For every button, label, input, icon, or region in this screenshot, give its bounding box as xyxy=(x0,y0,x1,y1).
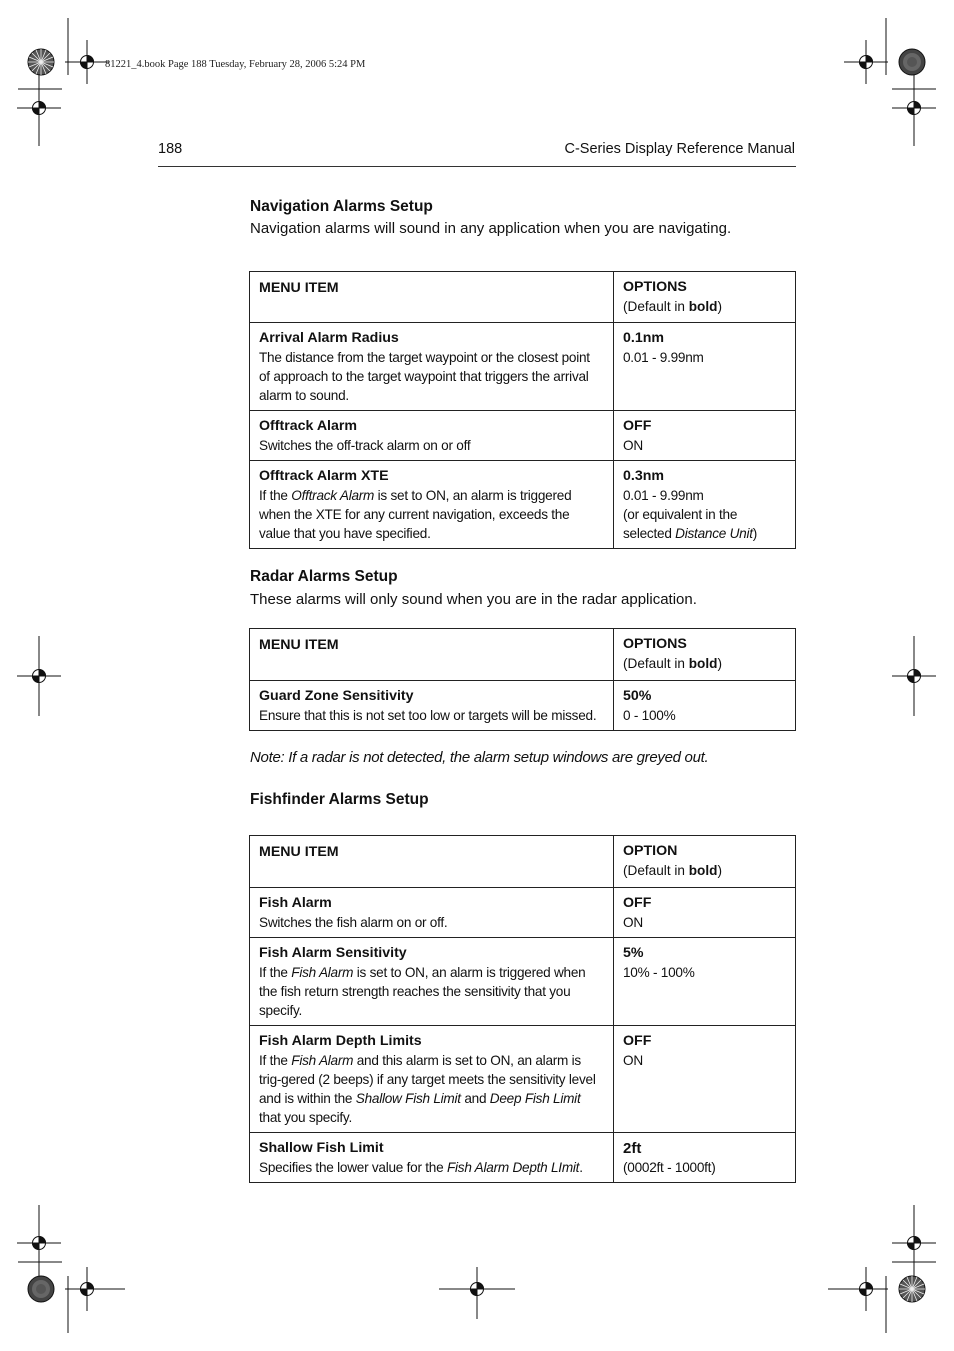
range-note-emphasis: Distance Unit xyxy=(675,526,753,541)
value-range-note: (or equivalent in the xyxy=(623,507,738,522)
menu-item-cell xyxy=(250,681,614,731)
menu-item-description: Ensure that this is not set too low or targets will be missed. xyxy=(259,708,597,723)
default-note xyxy=(623,654,786,673)
table-row xyxy=(250,1026,796,1133)
menu-item-description xyxy=(259,1051,604,1127)
default-note-suffix: ) xyxy=(717,656,722,671)
menu-item-name: Shallow Fish Limit xyxy=(259,1140,384,1156)
desc-emphasis: Deep Fish Limit xyxy=(489,1091,581,1106)
default-value: 50% xyxy=(623,688,652,704)
desc-emphasis: Fish Alarm xyxy=(291,1053,354,1068)
table-row xyxy=(250,411,796,461)
print-info-line: 81221_4.book Page 188 Tuesday, February 28, 2006 5:24 PM xyxy=(105,59,366,70)
navigation-section-title: Navigation Alarms Setup xyxy=(250,198,433,215)
menu-item-header: MENU ITEM xyxy=(259,844,339,860)
option-header: OPTION xyxy=(623,843,678,859)
menu-item-name: Fish Alarm xyxy=(259,895,332,911)
radar-section-title: Radar Alarms Setup xyxy=(250,568,398,585)
options-cell xyxy=(614,1026,796,1133)
menu-item-header: MENU ITEM xyxy=(259,280,339,296)
default-value: 0.3nm xyxy=(623,468,665,484)
value-range: ON xyxy=(623,915,643,930)
radar-section-intro: These alarms will only sound when you are in the radar application. xyxy=(250,591,697,608)
default-note xyxy=(623,297,786,316)
menu-item-name: Arrival Alarm Radius xyxy=(259,330,399,346)
navigation-section-intro: Navigation alarms will sound in any application when you are navigating. xyxy=(250,220,732,237)
default-note xyxy=(623,861,786,880)
desc-text: and this alarm is set to ON, an alarm is trig-gered (2 beeps) if any target meets the sensitivity level and is within the xyxy=(259,1053,596,1106)
options-cell xyxy=(614,323,796,411)
range-note-text: selected xyxy=(623,526,676,541)
desc-text: that you specify. xyxy=(259,1110,352,1125)
menu-item-description: Switches the fish alarm on or off. xyxy=(259,915,448,930)
menu-item-name: Fish Alarm Sensitivity xyxy=(259,945,407,961)
options-cell xyxy=(614,461,796,549)
table-row xyxy=(250,938,796,1026)
menu-item-cell xyxy=(250,888,614,938)
table-header-row xyxy=(250,836,796,888)
menu-item-header-cell xyxy=(250,272,614,323)
header-divider xyxy=(158,166,796,167)
desc-text: If the xyxy=(259,1053,292,1068)
default-note-bold: bold xyxy=(688,863,718,878)
options-header: OPTIONS xyxy=(623,636,687,652)
options-header: OPTIONS xyxy=(623,279,687,295)
menu-item-cell xyxy=(250,461,614,549)
default-note-bold: bold xyxy=(688,299,718,314)
default-note-prefix: (Default in xyxy=(623,299,689,314)
table-header-row xyxy=(250,272,796,323)
options-cell xyxy=(614,1133,796,1183)
manual-title: C-Series Display Reference Manual xyxy=(564,141,795,157)
value-range-note xyxy=(623,524,786,543)
menu-item-name: Offtrack Alarm xyxy=(259,418,358,434)
table-row xyxy=(250,323,796,411)
default-value: OFF xyxy=(623,418,652,434)
options-header-cell xyxy=(614,272,796,323)
menu-item-cell xyxy=(250,1026,614,1133)
table-row xyxy=(250,461,796,549)
menu-item-cell xyxy=(250,411,614,461)
menu-item-cell xyxy=(250,938,614,1026)
radar-alarms-table xyxy=(249,628,796,731)
menu-item-description xyxy=(259,1158,604,1177)
menu-item-header: MENU ITEM xyxy=(259,637,339,653)
menu-item-cell xyxy=(250,323,614,411)
value-range: 10% - 100% xyxy=(623,965,695,980)
default-value: 5% xyxy=(623,945,644,961)
menu-item-description: Switches the off-track alarm on or off xyxy=(259,438,471,453)
default-note-suffix: ) xyxy=(717,299,722,314)
menu-item-name: Fish Alarm Depth Limits xyxy=(259,1033,422,1049)
menu-item-description: The distance from the target waypoint or the closest point of approach to the target waypoint that triggers the arrival alarm to sound. xyxy=(259,350,590,403)
table-header-row xyxy=(250,629,796,681)
desc-text: Specifies the lower value for the xyxy=(259,1160,447,1175)
value-range: ON xyxy=(623,438,643,453)
menu-item-header-cell xyxy=(250,836,614,888)
desc-text: If the xyxy=(259,965,292,980)
menu-item-name: Offtrack Alarm XTE xyxy=(259,468,389,484)
value-range: 0.01 - 9.99nm xyxy=(623,350,704,365)
desc-emphasis: Shallow Fish Limit xyxy=(355,1091,461,1106)
default-value: OFF xyxy=(623,895,652,911)
options-cell xyxy=(614,681,796,731)
default-note-prefix: (Default in xyxy=(623,863,689,878)
fishfinder-section-title: Fishfinder Alarms Setup xyxy=(250,791,429,808)
options-cell xyxy=(614,411,796,461)
desc-text: and xyxy=(460,1091,490,1106)
value-range: (0002ft - 1000ft) xyxy=(623,1160,716,1175)
value-range: 0 - 100% xyxy=(623,708,676,723)
menu-item-header-cell xyxy=(250,629,614,681)
options-header-cell xyxy=(614,629,796,681)
default-value: OFF xyxy=(623,1033,652,1049)
fishfinder-alarms-table xyxy=(249,835,796,1183)
table-row xyxy=(250,681,796,731)
table-row xyxy=(250,1133,796,1183)
menu-item-description xyxy=(259,486,604,543)
page-number: 188 xyxy=(158,141,183,157)
radar-note: Note: If a radar is not detected, the alarm setup windows are greyed out. xyxy=(250,749,709,766)
table-row xyxy=(250,888,796,938)
menu-item-name: Guard Zone Sensitivity xyxy=(259,688,414,704)
desc-emphasis: Fish Alarm xyxy=(291,965,354,980)
default-value: 0.1nm xyxy=(623,330,665,346)
menu-item-description xyxy=(259,963,604,1020)
desc-text: . xyxy=(579,1160,583,1175)
desc-emphasis: Fish Alarm Depth LImit xyxy=(446,1160,580,1175)
options-cell xyxy=(614,888,796,938)
desc-text: is set to ON, an alarm is triggered when the fish return strength reaches the sensitivity that you specify. xyxy=(259,965,586,1018)
default-note-suffix: ) xyxy=(717,863,722,878)
value-range: ON xyxy=(623,1053,643,1068)
desc-emphasis: Offtrack Alarm xyxy=(291,488,375,503)
value-range: 0.01 - 9.99nm xyxy=(623,488,704,503)
desc-text: If the xyxy=(259,488,292,503)
default-value: 2ft xyxy=(623,1140,642,1157)
options-cell xyxy=(614,938,796,1026)
range-note-text: ) xyxy=(752,526,758,541)
menu-item-cell xyxy=(250,1133,614,1183)
option-header-cell xyxy=(614,836,796,888)
desc-text: is set to ON, an alarm is triggered when the XTE for any current navigation, exceeds the value that you have specified. xyxy=(259,488,572,541)
navigation-alarms-table xyxy=(249,271,796,549)
default-note-prefix: (Default in xyxy=(623,656,689,671)
default-note-bold: bold xyxy=(688,656,718,671)
